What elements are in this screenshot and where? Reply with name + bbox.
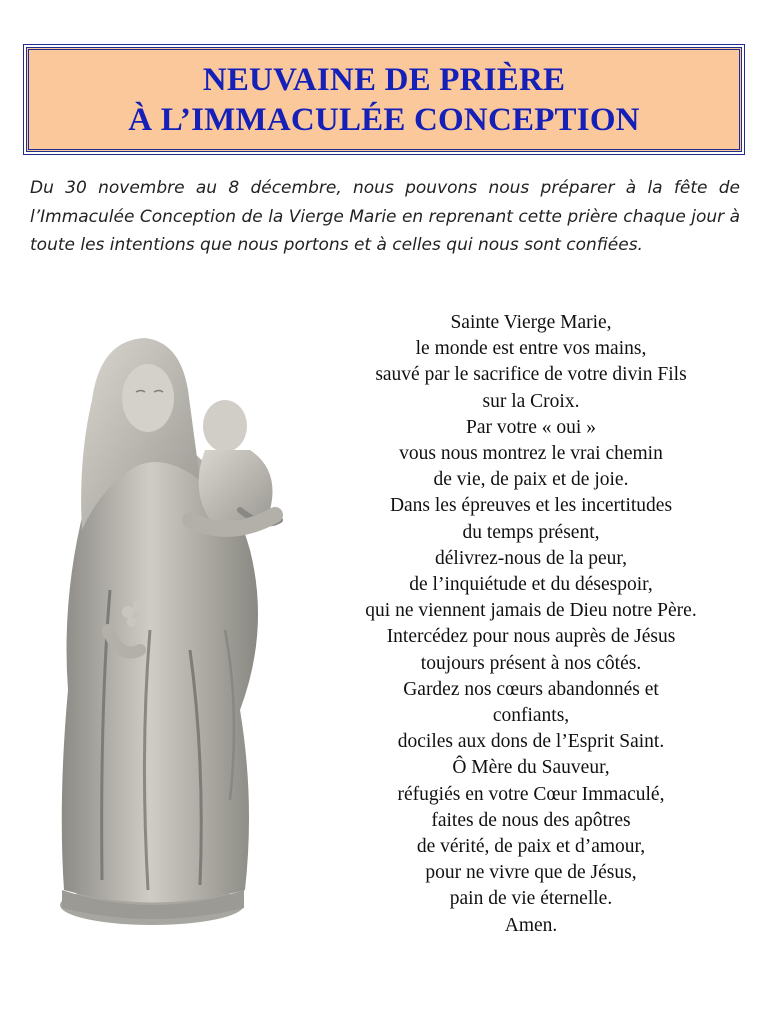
prayer-line: pain de vie éternelle. — [449, 888, 613, 910]
prayer-line: toujours présent à nos côtés. — [420, 652, 642, 674]
statue-image — [40, 330, 300, 930]
title-line-2: À L’IMMACULÉE CONCEPTION — [128, 101, 640, 138]
prayer-line: Gardez nos cœurs abandonnés et — [403, 678, 659, 700]
prayer-line: du temps présent, — [462, 521, 600, 543]
prayer-line: Intercédez pour nous auprès de Jésus — [386, 626, 676, 648]
prayer-line: délivrez-nous de la peur, — [435, 547, 627, 569]
prayer-line: Sainte Vierge Marie, — [450, 312, 612, 333]
title-line-1: NEUVAINE DE PRIÈRE — [202, 61, 566, 98]
prayer-line: de vie, de paix et de joie. — [433, 469, 629, 491]
prayer-line: de vérité, de paix et d’amour, — [416, 836, 646, 858]
prayer-line: Ô Mère du Sauveur, — [452, 757, 610, 779]
prayer-line: le monde est entre vos mains, — [415, 338, 647, 360]
prayer-line: dociles aux dons de l’Esprit Saint. — [397, 731, 665, 753]
prayer-line: sur la Croix. — [482, 390, 580, 412]
prayer-line: pour ne vivre que de Jésus, — [425, 862, 637, 884]
prayer-line: de l’inquiétude et du désespoir, — [409, 574, 653, 596]
intro-paragraph: Du 30 novembre au 8 décembre, nous pouvons nous préparer à la fête de l’Immaculée Conception de la Vierge Marie en reprenant cette prière chaque jour à toute les intentions que nous portons et à celles qui nous sont confiées. — [30, 178, 740, 255]
prayer-line: réfugiés en votre Cœur Immaculé, — [397, 783, 665, 805]
prayer-line: sauvé par le sacrifice de votre divin Fils — [375, 364, 687, 386]
prayer-line: confiants, — [492, 705, 570, 727]
title-banner — [26, 47, 742, 152]
prayer-line: qui ne viennent jamais de Dieu notre Père. — [365, 600, 697, 622]
prayer-line: Par votre « oui » — [466, 416, 596, 438]
prayer-line: faites de nous des apôtres — [431, 809, 631, 831]
prayer-line: vous nous montrez le vrai chemin — [399, 443, 663, 465]
prayer-line: Amen. — [504, 914, 558, 936]
prayer-text — [318, 310, 744, 939]
prayer-line: Dans les épreuves et les incertitudes — [389, 495, 673, 517]
